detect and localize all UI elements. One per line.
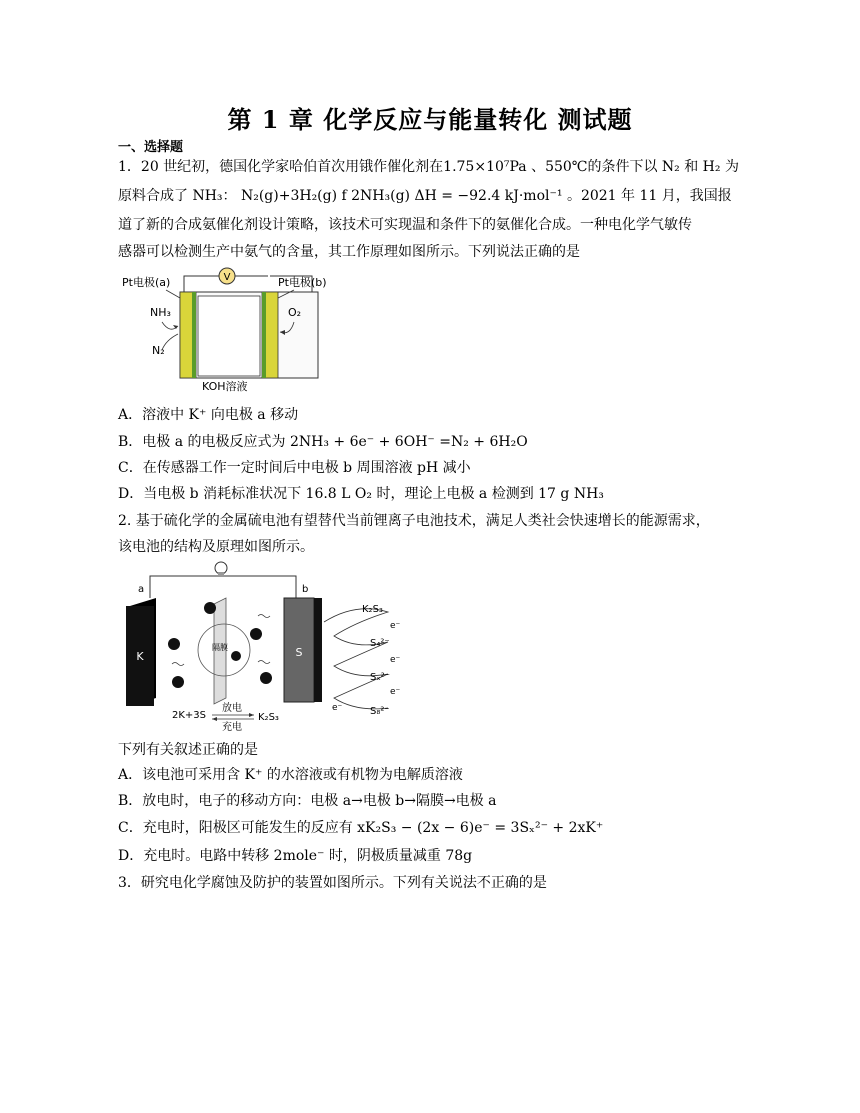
q1-text-line-3: 道了新的合成氨催化剂设计策略，该技术可实现温和条件下的氨催化合成。一种电化学气敏传 — [118, 217, 692, 233]
q1-text-line-2: 原料合成了 NH₃： N₂(g)+3H₂(g) f 2NH₃(g) ΔH = −92.4 kJ·mol⁻¹ 。2021 年 11 月，我国报 — [118, 188, 732, 204]
q2-text-line-2: 该电池的结构及原理如图所示。 — [118, 539, 314, 555]
electron-label-4: e⁻ — [332, 703, 343, 713]
membrane-label: 隔膜 — [212, 643, 228, 652]
q2-option-b: B．放电时，电子的移动方向：电极 a→电极 b→隔膜→电极 a — [118, 793, 497, 809]
sx-label: Sₓ²⁻ — [370, 672, 391, 683]
nh3-label: NH₃ — [150, 306, 171, 319]
product-label: K₂S₃ — [258, 712, 279, 723]
q2-option-c: C．充电时，阳极区可能发生的反应有 xK₂S₃ − (2x − 6)e⁻ = 3Sₓ²⁻ + 2xK⁺ — [118, 820, 604, 836]
q1-option-a: A．溶液中 K⁺ 向电极 a 移动 — [118, 407, 299, 423]
q1-option-c: C．在传感器工作一定时间后中电极 b 周围溶液 pH 减小 — [118, 460, 471, 476]
electron-label-2: e⁻ — [390, 655, 401, 665]
q1-sensor-diagram — [118, 262, 348, 394]
q1-text-line-4: 感器可以检测生产中氨气的含量，其工作原理如图所示。下列说法正确的是 — [118, 244, 580, 260]
electrolyte-label: KOH溶液 — [202, 380, 248, 393]
electrode-b-label: b — [302, 584, 309, 595]
voltmeter-label: V — [223, 272, 231, 283]
o2-label: O₂ — [288, 306, 302, 319]
electrode-a-label: a — [138, 584, 145, 595]
electron-label-1: e⁻ — [390, 621, 401, 631]
charge-label: 充电 — [222, 722, 242, 733]
s4-label: S₄²⁻ — [370, 638, 390, 649]
q2-text-line-1: 2. 基于硫化学的金属硫电池有望替代当前锂离子电池技术，满足人类社会快速增长的能源需求， — [118, 513, 710, 529]
reactant-label: 2K+3S — [172, 710, 207, 721]
discharge-label: 放电 — [222, 703, 242, 714]
k2s3-label: K₂S₃ — [362, 604, 383, 615]
q1-option-b: B．电极 a 的电极反应式为 2NH₃ + 6e⁻ + 6OH⁻ =N₂ + 6H₂O — [118, 434, 528, 450]
q2-stem: 下列有关叙述正确的是 — [118, 742, 258, 758]
q3-text-line-1: 3．研究电化学腐蚀及防护的装置如图所示。下列有关说法不正确的是 — [118, 875, 547, 891]
n2-label: N₂ — [152, 344, 165, 357]
q2-option-a: A．该电池可采用含 K⁺ 的水溶液或有机物为电解质溶液 — [118, 767, 463, 783]
electrode-a-label: Pt电极(a) — [122, 276, 171, 289]
q1-text-line-1: 1．20 世纪初，德国化学家哈伯首次用锇作催化剂在1.75×10⁷Pa 、550℃的条件下以 N₂ 和 H₂ 为 — [118, 159, 739, 175]
electron-label-3: e⁻ — [390, 687, 401, 697]
sulfur-label: S — [295, 646, 303, 659]
potassium-label: K — [136, 650, 144, 663]
s8-label: S₈²⁻ — [370, 706, 390, 717]
q2-option-d: D．充电时。电路中转移 2mole⁻ 时，阴极质量减重 78g — [118, 848, 473, 864]
page-title: 第 1 章 化学反应与能量转化 测试题 — [227, 105, 633, 134]
electrode-b-label: Pt电极(b) — [278, 276, 327, 289]
q1-option-d: D．当电极 b 消耗标准状况下 16.8 L O₂ 时，理论上电极 a 检测到 17 g NH₃ — [118, 486, 604, 502]
q2-battery-diagram — [126, 558, 416, 734]
section-heading: 一、选择题 — [118, 140, 184, 155]
